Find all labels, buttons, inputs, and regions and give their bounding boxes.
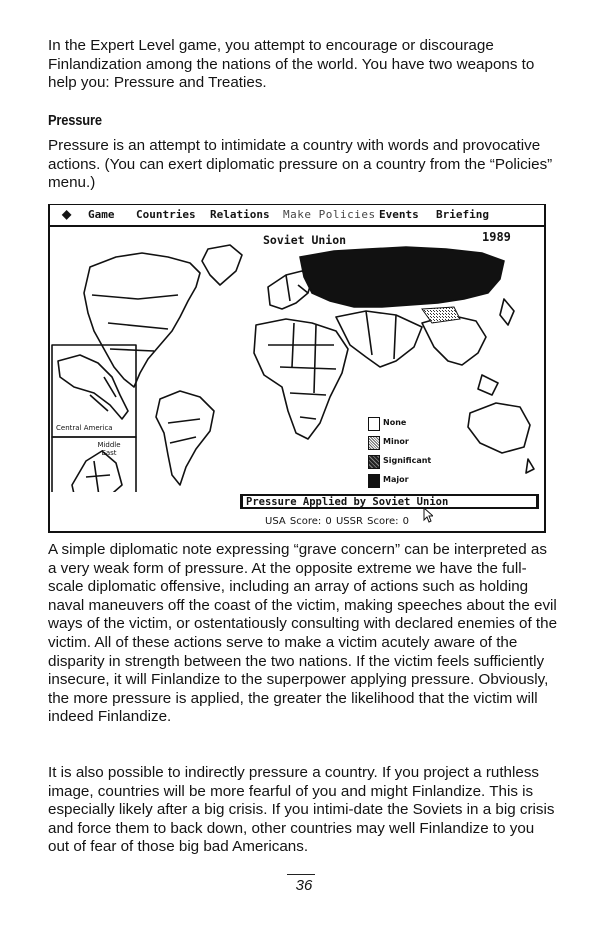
menu-events[interactable]: Events bbox=[379, 208, 419, 221]
mouse-pointer-icon bbox=[423, 507, 433, 523]
status-bar bbox=[240, 494, 539, 509]
menu-briefing[interactable]: Briefing bbox=[436, 208, 489, 221]
apple-menu-icon[interactable]: ◆ bbox=[62, 207, 72, 221]
status-text: Pressure Applied by Soviet Union bbox=[246, 496, 449, 508]
body-paragraph-1: A simple diplomatic note expressing “grave concern” can be interpreted as a very weak form of pressure. At the opposite extreme we have the full-scale diplomatic offensive, including an array of actions such as holding naval maneuvers off the coast of the victim, making speeches about the evil ways of the victim, or ostentatiously consulting with declared enemies of the victim. All of these actions serve to make a victim acutely aware of the disparity in strength between the two nations. If the victim feels sufficiently insecure, it will Finlandize to the superpower applying pressure. Obviously, the more pressure is applied, the greater the likelihood that the victim will indeed Finlandize. bbox=[48, 541, 558, 726]
inset-middle-east-label: Middle East bbox=[97, 441, 121, 457]
pressure-paragraph: Pressure is an attempt to intimidate a country with words and provocative actions. (You can exert diplomatic pressure on a country from the “Policies” menu.) bbox=[48, 137, 553, 192]
legend-minor-swatch bbox=[368, 436, 380, 450]
page-number: 36 bbox=[295, 877, 313, 894]
legend-major-swatch bbox=[368, 474, 380, 488]
map-year: 1989 bbox=[482, 230, 511, 244]
page-number-rule bbox=[287, 874, 315, 875]
menu-make-policies[interactable]: Make Policies bbox=[283, 208, 376, 221]
legend-none-label: None bbox=[383, 418, 407, 427]
section-heading: Pressure bbox=[48, 112, 102, 129]
ussr-region bbox=[300, 247, 504, 307]
map-title: Soviet Union bbox=[263, 233, 347, 247]
legend-major-label: Major bbox=[383, 475, 409, 484]
legend-none-swatch bbox=[368, 417, 380, 431]
game-screenshot bbox=[48, 204, 546, 533]
inset-central-america-label: Central America bbox=[56, 424, 113, 432]
score-readout: USA Score: 0 USSR Score: 0 bbox=[265, 516, 410, 527]
menu-relations[interactable]: Relations bbox=[210, 208, 270, 221]
menu-bar bbox=[50, 205, 544, 227]
menu-countries[interactable]: Countries bbox=[136, 208, 196, 221]
legend-significant-swatch bbox=[368, 455, 380, 469]
legend-minor-label: Minor bbox=[383, 437, 409, 446]
menu-game[interactable]: Game bbox=[88, 208, 115, 221]
body-paragraph-2: It is also possible to indirectly pressure a country. If you project a ruthless image, countries will be more fearful of you and might Finlandize. This is especially likely after a big crisis. If you intimi-date the Soviets in a big crisis and force them to back down, other countries may well Finlandize to you out of fear of those big bad Americans. bbox=[48, 764, 555, 856]
legend-significant-label: Significant bbox=[383, 456, 432, 465]
intro-paragraph: In the Expert Level game, you attempt to encourage or discourage Finlandization among the nations of the world. You have two weapons to help you: Pressure and Treaties. bbox=[48, 37, 535, 92]
